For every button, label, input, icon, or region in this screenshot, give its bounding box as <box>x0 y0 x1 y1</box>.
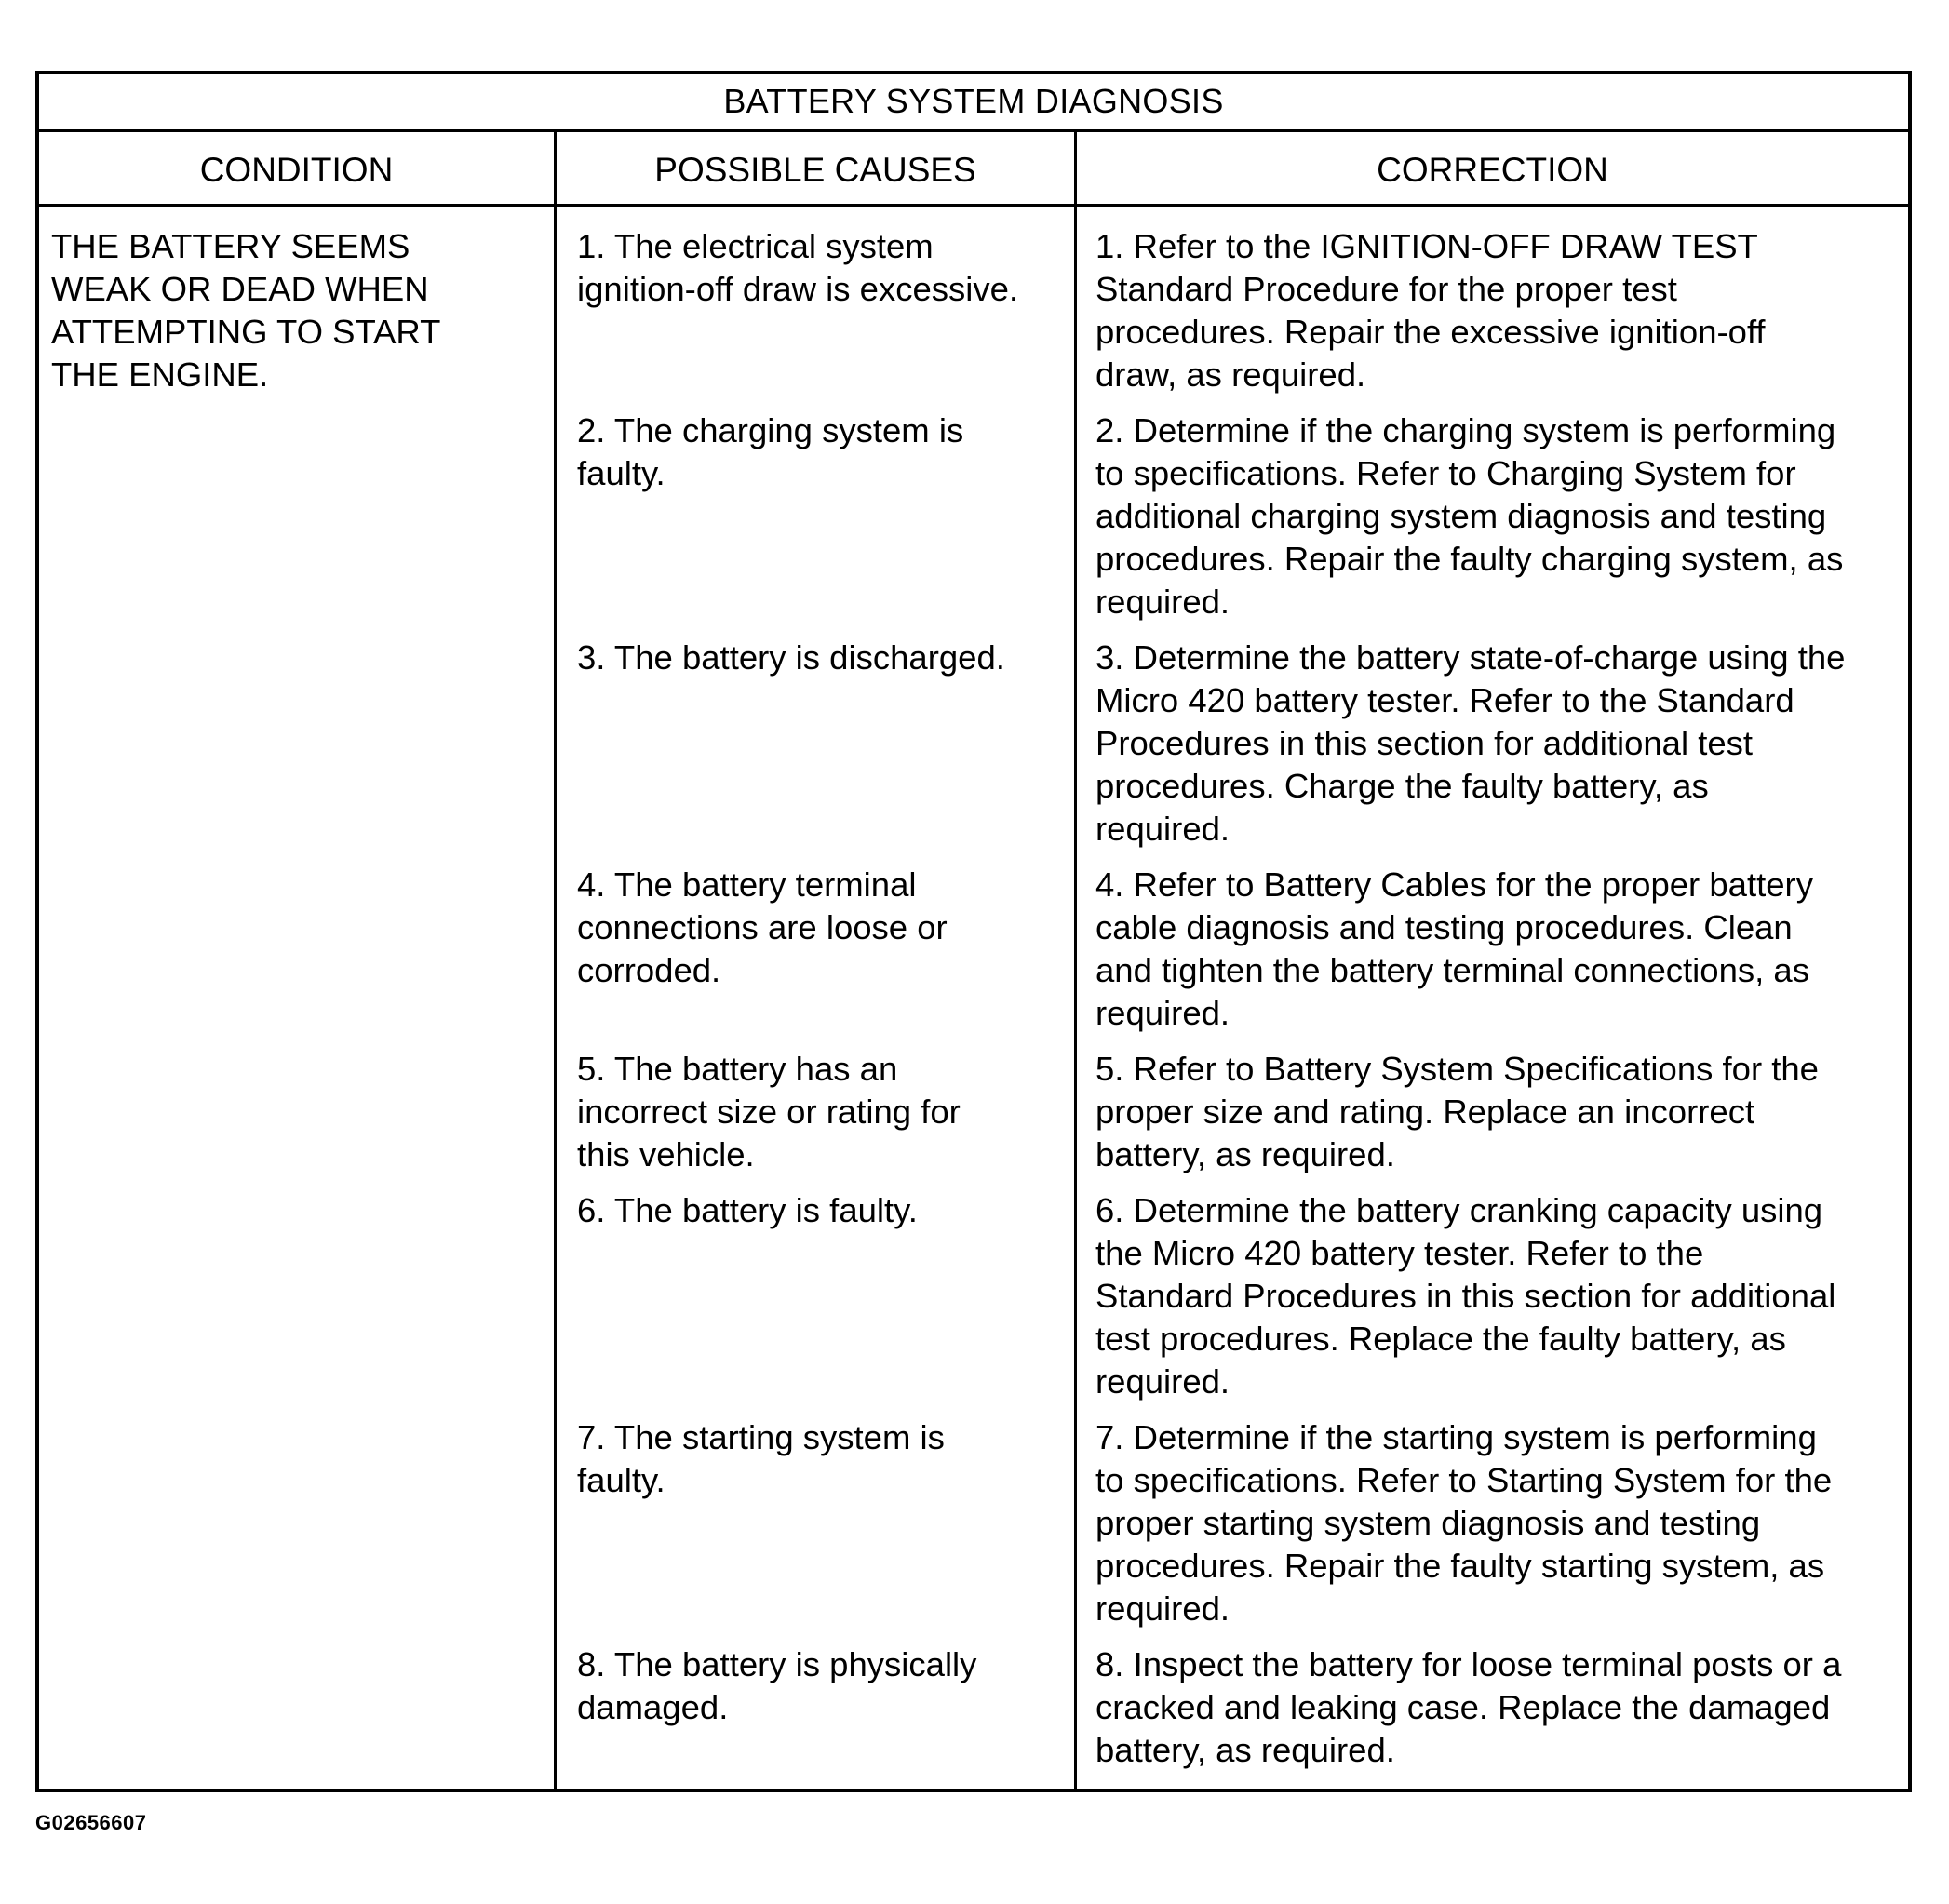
possible-causes-column <box>577 225 1066 1785</box>
correction-item: 4. Refer to Battery Cables for the proper battery cable diagnosis and testing procedures. Clean and tighten the battery terminal connections, as required. <box>1095 865 1813 1032</box>
header-possible-causes: POSSIBLE CAUSES <box>654 151 976 189</box>
header-condition: CONDITION <box>199 151 394 189</box>
cause-item: 5. The battery has an incorrect size or rating for this vehicle. <box>577 1050 961 1173</box>
cause-item: 7. The starting system is faulty. <box>577 1418 945 1499</box>
correction-item: 3. Determine the battery state-of-charge using the Micro 420 battery tester. Refer to the Standard Procedures in this section for additional test procedures. Charge the faulty battery, as required. <box>1095 638 1846 848</box>
correction-item: 5. Refer to Battery System Specifications for the proper size and rating. Replace an incorrect battery, as required. <box>1095 1050 1819 1173</box>
correction-item: 2. Determine if the charging system is performing to specifications. Refer to Charging System for additional charging system diagnosis and testing procedures. Repair the faulty charging system, as required. <box>1095 411 1844 621</box>
table-title: BATTERY SYSTEM DIAGNOSIS <box>39 74 1908 132</box>
correction-item: 7. Determine if the starting system is performing to specifications. Refer to Starting System for the proper starting system diagnosis and testing procedures. Repair the faulty starting system, as required. <box>1095 1418 1833 1628</box>
correction-item: 6. Determine the battery cranking capacity using the Micro 420 battery tester. Refer to the Standard Procedures in this section for additional test procedures. Replace the faulty battery, as required. <box>1095 1191 1836 1401</box>
correction-item: 8. Inspect the battery for loose terminal posts or a cracked and leaking case. Replace the damaged battery, as required. <box>1095 1645 1842 1769</box>
table-header-row <box>39 132 1908 207</box>
correction-column <box>1095 225 1907 1785</box>
diagnosis-table <box>35 71 1912 1792</box>
cause-item: 2. The charging system is faulty. <box>577 411 964 492</box>
cause-item: 4. The battery terminal connections are loose or corroded. <box>577 865 948 989</box>
cause-item: 1. The electrical system ignition-off draw is excessive. <box>577 227 1019 308</box>
cause-item: 6. The battery is faulty. <box>577 1191 918 1229</box>
table-body <box>39 207 1908 1789</box>
cause-item: 8. The battery is physically damaged. <box>577 1645 977 1726</box>
header-correction: CORRECTION <box>1377 151 1608 189</box>
condition-cell: THE BATTERY SEEMS WEAK OR DEAD WHEN ATTEMPTING TO START THE ENGINE. <box>51 227 441 394</box>
cause-item: 3. The battery is discharged. <box>577 638 1005 677</box>
figure-id: G02656607 <box>35 1811 147 1834</box>
correction-item: 1. Refer to the IGNITION-OFF DRAW TEST Standard Procedure for the proper test procedures. Repair the excessive ignition-off draw, as required. <box>1095 227 1766 394</box>
